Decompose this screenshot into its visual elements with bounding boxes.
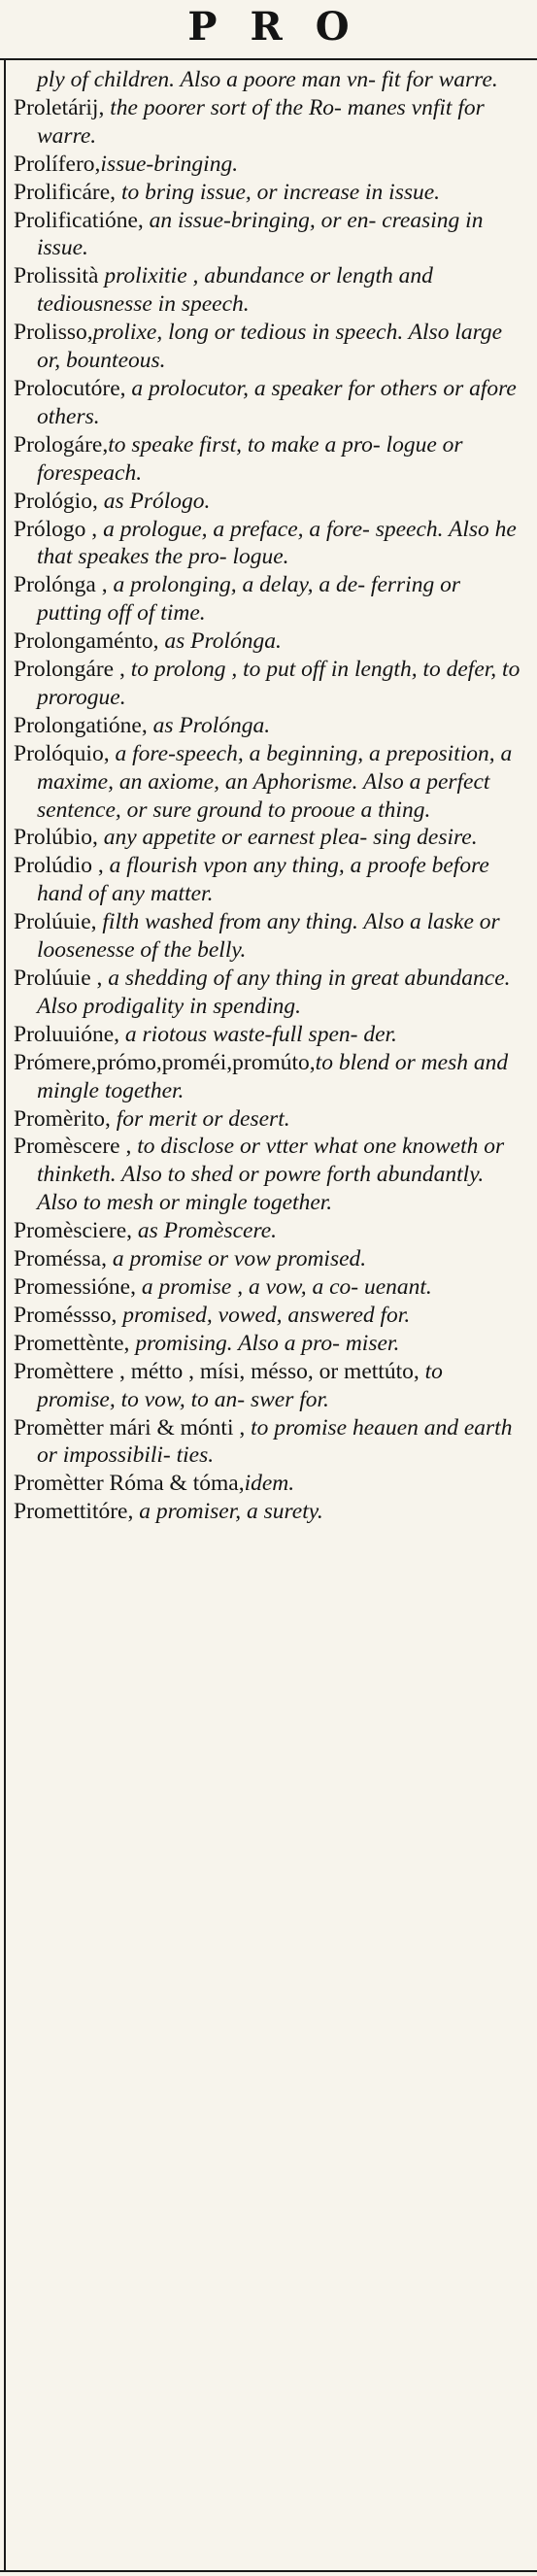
entry-list — [14, 66, 526, 1526]
dictionary-entry — [14, 151, 526, 179]
entry-definition: to speake first, to make a pro- logue or forespeach. — [37, 431, 463, 486]
dictionary-entry — [14, 94, 526, 151]
entry-definition: a riotous waste-full spen- der. — [119, 1021, 397, 1047]
dictionary-entry — [14, 1049, 526, 1105]
entry-headword: Proluuióne, — [14, 1021, 120, 1047]
dictionary-entry — [14, 431, 526, 488]
dictionary-entry — [14, 319, 526, 375]
entry-definition: promising. Also a pro- miser. — [129, 1330, 400, 1356]
entry-headword: Promètter Róma & tóma, — [14, 1471, 245, 1497]
entry-definition: to bring issue, or increase in issue. — [116, 179, 441, 205]
dictionary-entry — [14, 1105, 526, 1134]
entry-definition: any appetite or earnest plea- sing desire. — [97, 825, 478, 851]
entry-headword: Prolificatióne, — [14, 207, 144, 233]
dictionary-entry — [14, 488, 526, 516]
entry-headword: Prolissità — [14, 263, 99, 289]
dictionary-entry — [14, 1273, 526, 1302]
entry-headword: Promettitóre, — [14, 1499, 134, 1525]
dictionary-entry — [14, 965, 526, 1021]
dictionary-entry — [14, 908, 526, 965]
entry-headword: Promèscere , — [14, 1134, 132, 1160]
dictionary-entry — [14, 375, 526, 431]
dictionary-entry — [14, 1330, 526, 1358]
entry-headword: Prómere,prómo,proméi,promúto, — [14, 1049, 316, 1075]
dictionary-entry — [14, 1133, 526, 1217]
entry-headword: Promèttere , métto , mísi, mésso, or mettúto, — [14, 1358, 420, 1384]
footer-rule — [0, 2570, 537, 2572]
entry-headword: Prolónga , — [14, 572, 108, 598]
entry-definition: filth washed from any thing. Also a laske or loosenesse of the belly. — [37, 909, 500, 964]
dictionary-entry — [14, 179, 526, 207]
entry-definition: a prolonging, a delay, a de- ferring or putting off of time. — [37, 572, 460, 627]
entry-definition: prolixe, long or tedious in speech. Also large or, bounteous. — [37, 320, 503, 374]
header-rule — [0, 58, 537, 60]
entry-headword: Proméssso, — [14, 1302, 117, 1328]
dictionary-entry — [14, 516, 526, 572]
entry-headword: Prologáre, — [14, 431, 109, 458]
entry-definition: to promise, to vow, to an- swer for. — [37, 1358, 443, 1412]
entry-headword: Prolúdio , — [14, 853, 104, 879]
dictionary-entry — [14, 1498, 526, 1526]
entry-definition: issue-bringing. — [100, 151, 239, 177]
entry-headword: Prológio, — [14, 488, 98, 514]
column-rule — [4, 58, 6, 2572]
entry-headword: Promèrito, — [14, 1105, 111, 1132]
entry-definition: to disclose or vtter what one knoweth or thinketh. Also to shed or powre forth abundantly. Also to mesh or mingle together. — [37, 1134, 505, 1216]
dictionary-entry — [14, 571, 526, 627]
entry-definition: to promise heauen and earth or impossibili- ties. — [37, 1414, 513, 1469]
entry-definition: as Prolónga. — [158, 628, 282, 655]
entry-definition: idem. — [244, 1471, 295, 1497]
entry-headword: Promèsciere, — [14, 1218, 133, 1244]
dictionary-entry — [14, 207, 526, 263]
entry-headword: Prolúuie, — [14, 909, 97, 935]
entry-headword: Prolúbio, — [14, 825, 98, 851]
entry-definition: the poorer sort of the Ro- manes vnfit for warre. — [37, 94, 485, 149]
entry-headword: Prolongatióne, — [14, 712, 148, 738]
entry-definition: a flourish vpon any thing, a proofe before hand of any matter. — [37, 853, 489, 907]
entry-definition: for merit or desert. — [110, 1105, 290, 1132]
entry-headword: Prolisso, — [14, 320, 93, 346]
entry-definition: prolixitie , abundance or length and tediousnesse in speech. — [37, 263, 433, 318]
entry-definition: as Prolónga. — [147, 712, 271, 738]
entry-definition: to blend or mesh and mingle together. — [37, 1049, 509, 1103]
entry-definition: ply of children. Also a poore man vn- fit for warre. — [37, 67, 498, 92]
entry-headword: Promettènte, — [14, 1330, 130, 1356]
entry-headword: Promètter mári & mónti , — [14, 1414, 246, 1441]
dictionary-entry — [14, 1021, 526, 1049]
entry-definition: a shedding of any thing in great abundance. Also prodigality in spending. — [37, 966, 511, 1019]
dictionary-entry — [14, 712, 526, 740]
entry-headword: Prolífero, — [14, 151, 101, 177]
entry-definition: a fore-speech, a beginning, a preposition, a maxime, an axiome, an Aphorisme. Also a perfect sentence, or sure ground to prooue a thing. — [37, 740, 513, 823]
entry-headword: Prolúuie , — [14, 966, 103, 991]
dictionary-entry — [14, 1245, 526, 1273]
entry-headword: Prolificáre, — [14, 179, 117, 205]
entry-headword: Prolongaménto, — [14, 628, 159, 655]
dictionary-entry — [14, 824, 526, 852]
dictionary-entry — [14, 1302, 526, 1330]
dictionary-entry — [14, 1470, 526, 1498]
dictionary-entry — [14, 1358, 526, 1414]
page-header: PRO — [187, 4, 383, 50]
entry-definition: to prolong , to put off in length, to defer, to prorogue. — [37, 657, 520, 710]
dictionary-entry — [14, 1217, 526, 1245]
dictionary-entry — [14, 66, 526, 94]
entry-definition: a promise or vow promised. — [106, 1246, 367, 1272]
dictionary-entry — [14, 852, 526, 908]
entry-headword: Prolóquio, — [14, 740, 110, 766]
entry-definition: a prologue, a preface, a fore- speech. Also he that speakes the pro- logue. — [37, 516, 517, 570]
entry-headword: Proletárij, — [14, 94, 105, 120]
entry-headword: Prolongáre , — [14, 657, 125, 683]
dictionary-entry — [14, 740, 526, 825]
dictionary-entry — [14, 262, 526, 319]
dictionary-entry — [14, 1414, 526, 1471]
entry-definition: as Prólogo. — [97, 488, 211, 514]
entry-definition: a prolocutor, a speaker for others or afore others. — [37, 375, 517, 429]
entry-headword: Proméssa, — [14, 1246, 107, 1272]
entry-definition: a promise , a vow, a co- uenant. — [135, 1273, 432, 1300]
dictionary-entry — [14, 627, 526, 656]
entry-definition: an issue-bringing, or en- creasing in issue. — [37, 207, 484, 261]
entry-headword: Prólogo , — [14, 516, 98, 542]
entry-definition: as Promèscere. — [132, 1218, 278, 1244]
entry-definition: a promiser, a surety. — [133, 1499, 323, 1525]
dictionary-entry — [14, 656, 526, 712]
entry-definition: promised, vowed, answered for. — [117, 1302, 411, 1328]
entry-headword: Promessióne, — [14, 1273, 136, 1300]
entry-headword: Prolocutóre, — [14, 375, 126, 401]
